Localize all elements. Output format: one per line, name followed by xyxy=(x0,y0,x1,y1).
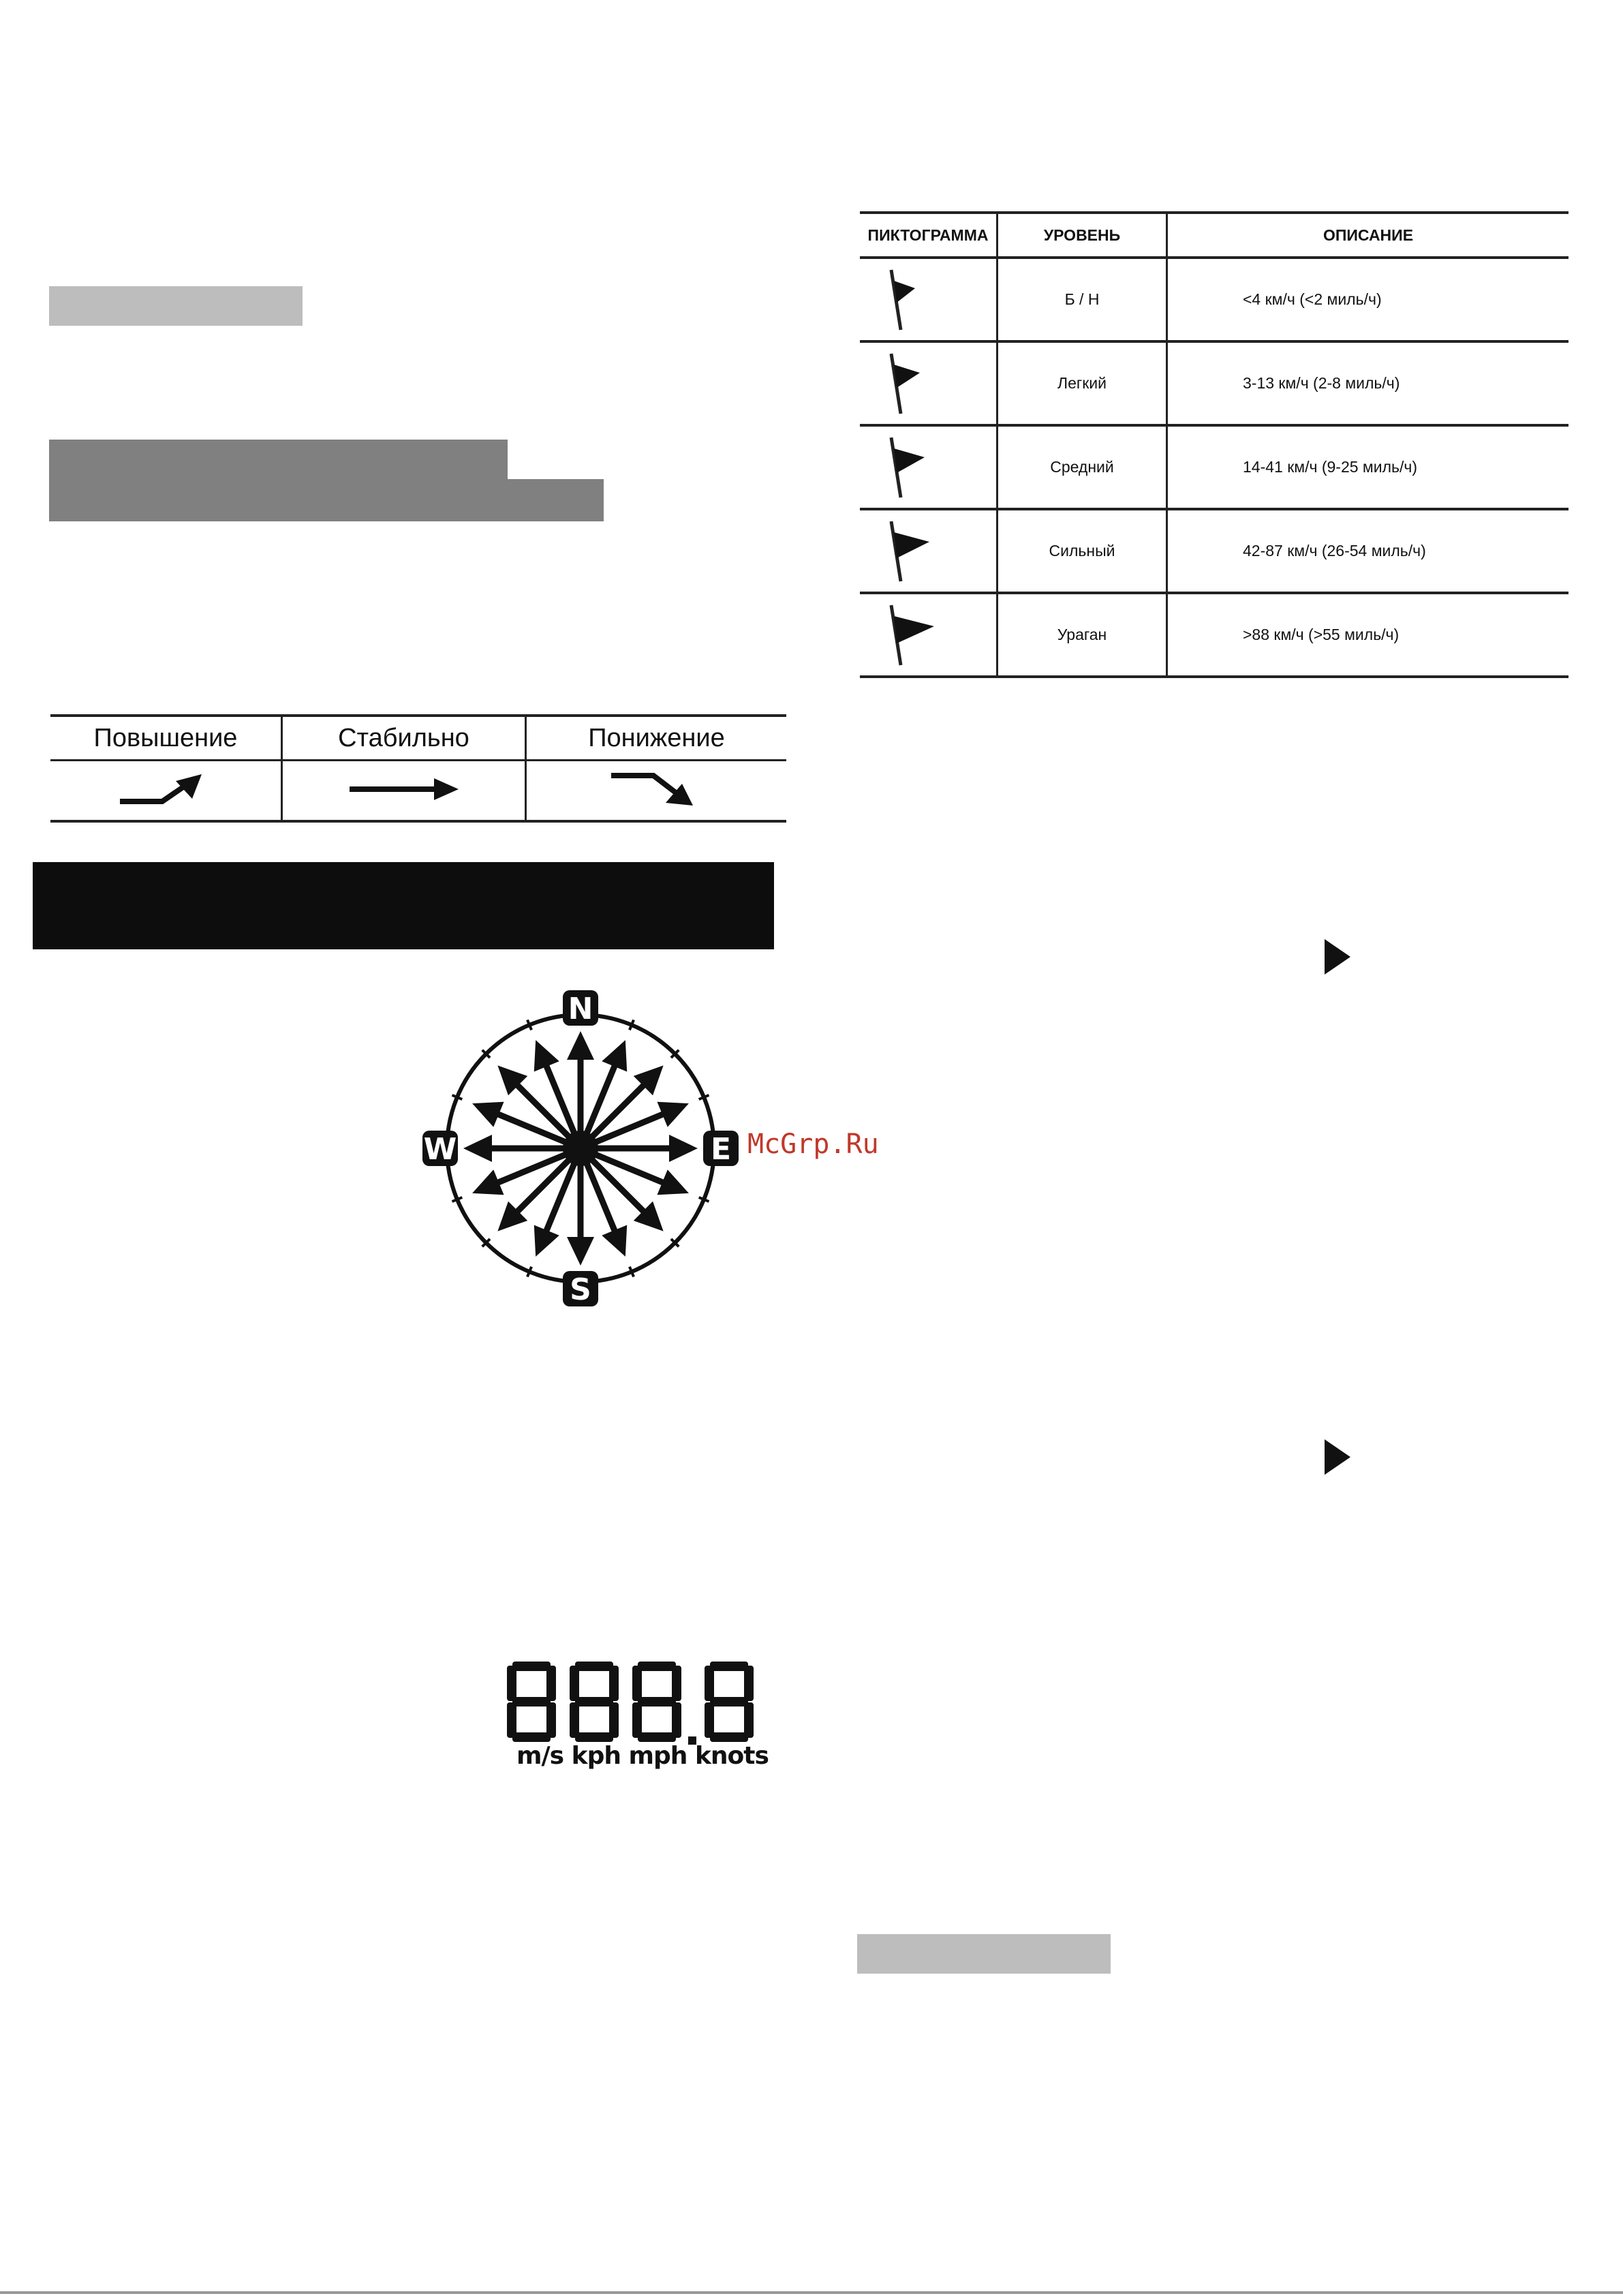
wind-flag-icon xyxy=(878,433,939,502)
wind-speed-lcd-display xyxy=(506,1659,764,1754)
wind-icon-cell xyxy=(860,258,998,341)
trend-header-rising: Повышение xyxy=(50,716,282,761)
falling-arrow-icon xyxy=(606,769,708,810)
wind-row xyxy=(860,341,1568,425)
compass-north-label: N xyxy=(568,992,593,1026)
wind-level-cell: Средний xyxy=(998,425,1167,509)
page-bottom-rule xyxy=(0,2291,1623,2294)
wind-description-cell: >88 км/ч (>55 миль/ч) xyxy=(1167,593,1569,677)
lcd-digit xyxy=(570,1662,619,1742)
lcd-digit xyxy=(632,1662,681,1742)
wind-icon-cell xyxy=(860,593,998,677)
pressure-trend-table xyxy=(50,714,786,823)
dark-grey-bar-lower xyxy=(49,479,604,521)
wind-description-cell: <4 км/ч (<2 миль/ч) xyxy=(1167,258,1569,341)
section-banner xyxy=(33,862,774,949)
trend-cell-falling xyxy=(526,761,787,822)
compass-west-label: W xyxy=(423,1132,457,1167)
wind-level-cell: Б / Н xyxy=(998,258,1167,341)
wind-header-description: ОПИСАНИЕ xyxy=(1167,213,1569,258)
wind-row xyxy=(860,593,1568,677)
wind-flag-icon xyxy=(878,266,939,334)
wind-row xyxy=(860,258,1568,341)
wind-level-cell: Сильный xyxy=(998,509,1167,593)
wind-level-table xyxy=(860,211,1568,678)
wind-direction-compass-icon xyxy=(417,988,744,1308)
wind-row xyxy=(860,425,1568,509)
speed-units-label: m/s kph mph knots xyxy=(516,1742,769,1770)
trend-cell-steady xyxy=(282,761,526,822)
lcd-digit xyxy=(507,1662,556,1742)
compass-south-label: S xyxy=(570,1272,591,1307)
light-grey-bar-top xyxy=(49,286,303,326)
play-arrow-icon-lower xyxy=(1325,1439,1352,1475)
compass-east-label: E xyxy=(710,1132,732,1167)
wind-icon-cell xyxy=(860,341,998,425)
trend-cell-rising xyxy=(50,761,282,822)
wind-flag-icon xyxy=(878,517,939,585)
play-arrow-icon-upper xyxy=(1325,939,1352,975)
wind-level-cell: Легкий xyxy=(998,341,1167,425)
wind-icon-cell xyxy=(860,425,998,509)
wind-header-level: УРОВЕНЬ xyxy=(998,213,1167,258)
wind-row xyxy=(860,509,1568,593)
steady-arrow-icon xyxy=(343,769,465,810)
wind-description-cell: 14-41 км/ч (9-25 миль/ч) xyxy=(1167,425,1569,509)
light-grey-bar-bottom xyxy=(857,1934,1111,1974)
watermark: McGrp.Ru xyxy=(747,1129,879,1160)
trend-header-falling: Понижение xyxy=(526,716,787,761)
wind-description-cell: 3-13 км/ч (2-8 миль/ч) xyxy=(1167,341,1569,425)
wind-icon-cell xyxy=(860,509,998,593)
wind-level-cell: Ураган xyxy=(998,593,1167,677)
wind-flag-icon xyxy=(878,350,939,418)
trend-header-steady: Стабильно xyxy=(282,716,526,761)
rising-arrow-icon xyxy=(114,769,217,810)
wind-header-icon: ПИКТОГРАММА xyxy=(860,213,998,258)
lcd-digit xyxy=(705,1662,754,1742)
wind-description-cell: 42-87 км/ч (26-54 миль/ч) xyxy=(1167,509,1569,593)
wind-flag-icon xyxy=(878,601,939,669)
dark-grey-bar-upper xyxy=(49,440,508,482)
